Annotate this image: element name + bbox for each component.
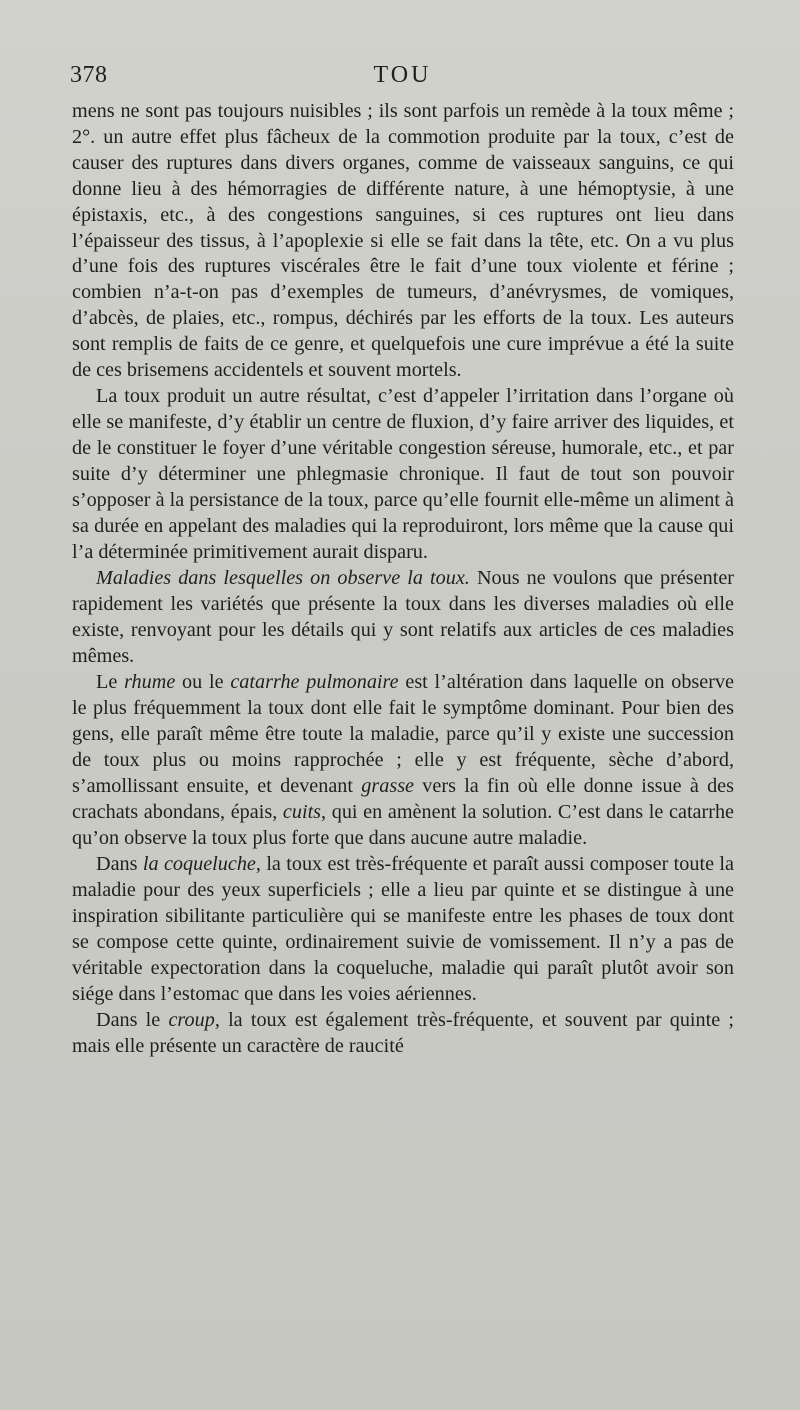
paragraph-continuation	[72, 99, 734, 384]
paragraph-maladies	[72, 566, 734, 670]
italic-term-rhume: rhume	[124, 671, 176, 694]
italic-term-croup: croup	[168, 1009, 215, 1032]
text-fragment: , qui en amènent la solution. C’est dans le catarrhe qu’on observe la toux plus forte que dans aucune autre maladie.	[72, 800, 735, 849]
text-fragment: vers la fin où elle donne issue à des crachats abondans, épais,	[72, 775, 735, 823]
paragraph-rhume	[72, 670, 734, 851]
text-fragment: Dans	[96, 853, 138, 876]
page-number: 378	[70, 62, 108, 88]
body-text	[72, 99, 734, 1060]
text-fragment: ou le	[182, 671, 224, 694]
text-fragment: Dans le	[96, 1009, 161, 1032]
italic-term-coqueluche: la coqueluche	[142, 853, 256, 876]
paragraph-text: La toux produit un autre résultat, c’est d’appeler l’irritation dans l’organe où elle se manifeste, d’y établir un centre de fluxion, d’y faire arriver des liquides, et de le constituer le foyer d’une véritable congestion séreuse, humorale, etc., et par suite d’y déterminer une phlegmasie chronique. Il faut de tout son pouvoir s’opposer à la persistance de la toux, parce qu’elle fournit elle-même un aliment à sa durée en appelant des maladies qui la reproduiront, lors même que la cause qui l’a déterminée primitivement aurait disparu.	[72, 385, 734, 563]
section-heading-italic: Maladies dans lesquelles on observe la toux.	[96, 567, 470, 590]
paragraph-coqueluche	[72, 852, 734, 1007]
paragraph-text: Nous ne voulons que présenter rapidement les variétés que présente la toux dans les diverses maladies où elle existe, renvoyant pour les détails qui y sont relatifs aux articles de ces maladies mêmes.	[72, 567, 734, 668]
paragraph-text: , la toux est très-fréquente et paraît aussi composer toute la maladie pour des yeux superficiels ; elle a lieu par quinte et se distingue à une inspiration sibilitante particulière qui se manifeste entre les phases de toux dont se compose cette quinte, ordinairement suivie de vomissement. Il n’y a pas de véritable expectoration dans la coqueluche, maladie qui paraît plutôt avoir son siége dans l’estomac que dans les voies aériennes.	[72, 853, 734, 1005]
running-head: TOU	[373, 62, 432, 88]
text-fragment: est l’altération dans laquelle on observe le plus fréquemment la toux dont elle fait le symptôme dominant. Pour bien des gens, elle paraît même être toute la maladie, parce qu’il y existe une succession de toux plus ou moins rapprochée ; elle y est fréquente, sèche d’abord, s’amollissant ensuite, et devenant	[72, 671, 735, 798]
italic-term-cuits: cuits	[282, 800, 322, 823]
page-header	[70, 62, 735, 96]
paragraph-croup	[72, 1008, 734, 1060]
paragraph-text: mens ne sont pas toujours nuisibles ; ils sont parfois un remède à la toux même ; 2°. un autre effet plus fâcheux de la commotion produite par la toux, c’est de causer des ruptures dans divers organes, comme de vaisseaux sanguins, ce qui donne lieu à des hémorragies de différente nature, à une hémoptysie, à une épistaxis, etc., à des congestions sanguines, si ces ruptures ont lieu dans l’épaisseur des tissus, à l’apoplexie si elle se fait dans la tête, etc. On a vu plus d’une fois des ruptures viscérales être le fait d’une toux violente et férine ; combien n’a-t-on pas d’exemples de tumeurs, d’anévrysmes, de vomiques, d’abcès, de plaies, etc., rompus, déchirés par les efforts de la toux. Les auteurs sont remplis de faits de ce genre, et quelquefois une cure imprévue a été la suite de ces brisemens accidentels et souvent mortels.	[72, 100, 734, 382]
paragraph-text: , la toux est également très-fréquente, et souvent par quinte ; mais elle présente un caractère de raucité	[72, 1009, 735, 1058]
italic-term-catarrhe: catarrhe pulmonaire	[230, 671, 399, 694]
text-fragment: Le	[96, 671, 118, 694]
italic-term-grasse: grasse	[361, 775, 415, 798]
paragraph-toux-resultat	[72, 384, 734, 565]
